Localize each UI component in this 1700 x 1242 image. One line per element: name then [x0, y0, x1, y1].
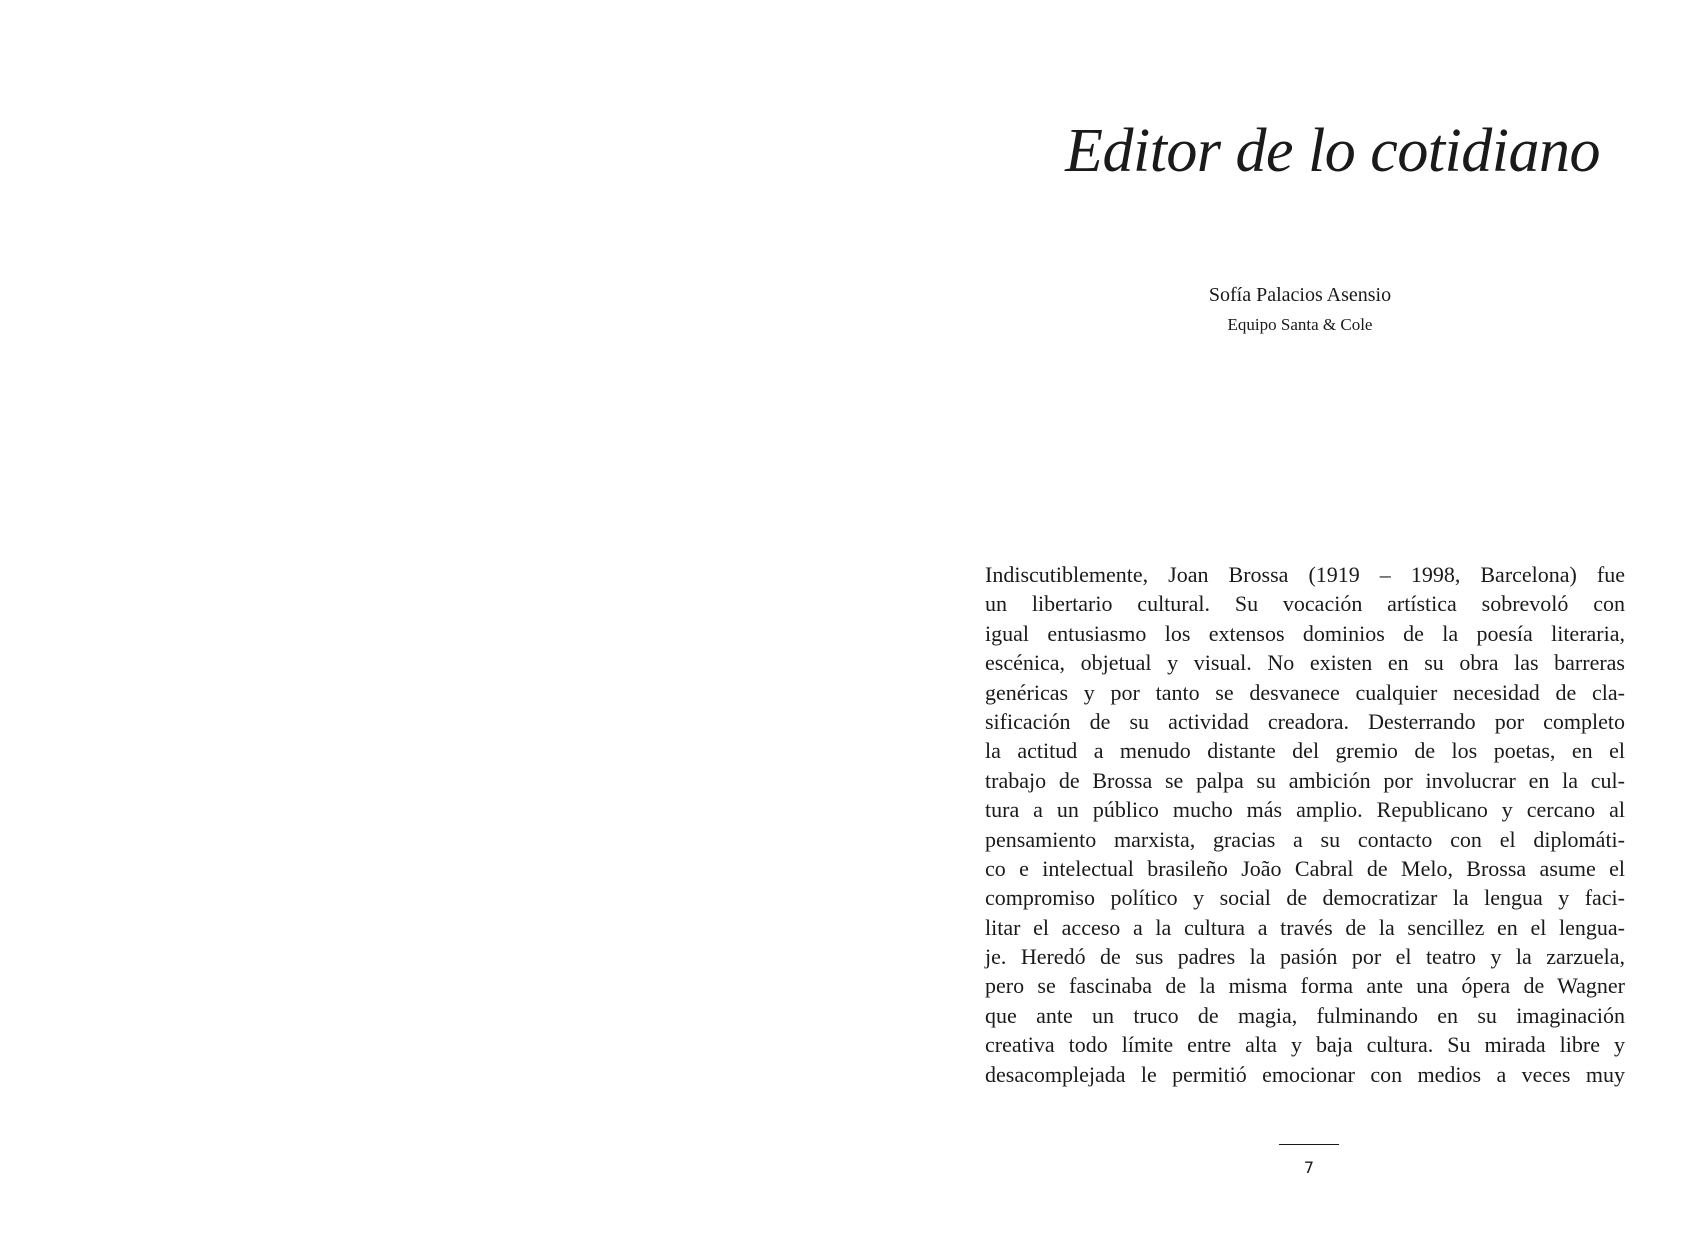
text-line: compromiso político y social de democratizar la lengua y faci-	[985, 885, 1625, 911]
text-line: igual entusiasmo los extensos dominios de la poesía literaria,	[985, 620, 1625, 646]
text-line: genéricas y por tanto se desvanece cualquier necesidad de cla-	[985, 679, 1625, 705]
text-line: litar el acceso a la cultura a través de la sencillez en el lengua-	[985, 914, 1625, 940]
text-line: co e intelectual brasileño João Cabral de Melo, Brossa asume el	[985, 855, 1625, 881]
text-line: je. Heredó de sus padres la pasión por el teatro y la zarzuela,	[985, 944, 1625, 970]
text-line: que ante un truco de magia, fulminando en su imaginación	[985, 1002, 1625, 1028]
text-line: desacomplejada le permitió emocionar con medios a veces muy	[985, 1061, 1625, 1087]
right-page	[850, 0, 1700, 1242]
author-affiliation: Equipo Santa & Cole	[1227, 315, 1373, 334]
footer-rule	[1279, 1144, 1339, 1145]
body-paragraph	[985, 560, 1625, 1089]
text-line: pensamiento marxista, gracias a su contacto con el diplomáti-	[985, 826, 1625, 852]
text-line: creativa todo límite entre alta y baja cultura. Su mirada libre y	[985, 1032, 1625, 1058]
text-line: pero se fascinaba de la misma forma ante una ópera de Wagner	[985, 973, 1625, 999]
text-line: Indiscutiblemente, Joan Brossa (1919 – 1998, Barcelona) fue	[985, 562, 1625, 587]
text-line: sificación de su actividad creadora. Desterrando por completo	[985, 708, 1625, 734]
author-name: Sofía Palacios Asensio	[1208, 284, 1392, 306]
text-line: tura a un público mucho más amplio. Republicano y cercano al	[985, 797, 1625, 823]
chapter-title: Editor de lo cotidiano	[1065, 117, 1600, 185]
text-line: escénica, objetual y visual. No existen en su obra las barreras	[985, 650, 1625, 676]
text-line: la actitud a menudo distante del gremio de los poetas, en el	[985, 738, 1625, 764]
text-line: trabajo de Brossa se palpa su ambición por involucrar en la cul-	[985, 767, 1625, 793]
page-number: 7	[1303, 1158, 1315, 1177]
text-line: un libertario cultural. Su vocación artística sobrevoló con	[985, 591, 1625, 617]
